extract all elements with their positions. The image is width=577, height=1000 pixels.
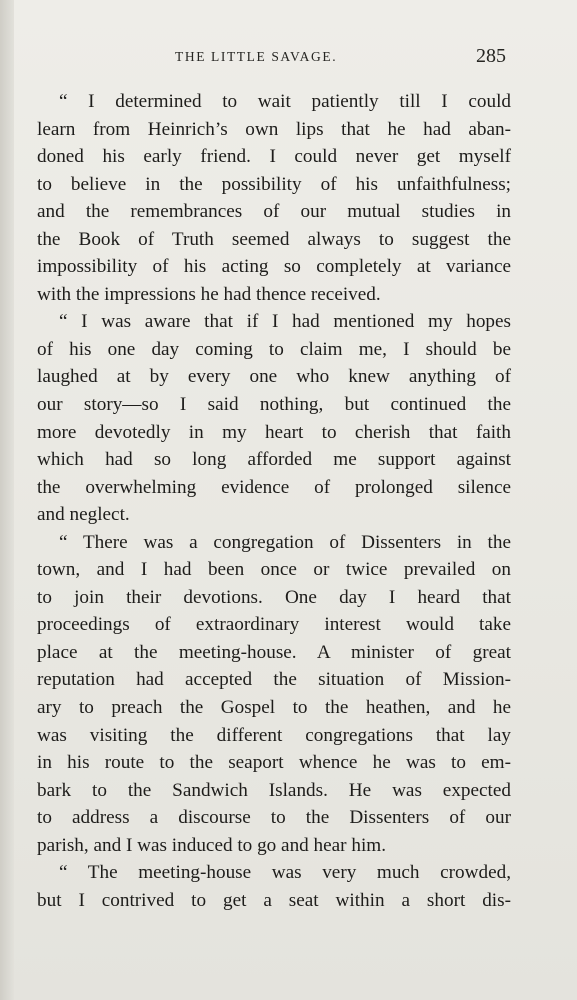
- text-line: of his one day coming to claim me, I should be: [37, 338, 511, 360]
- text-line: to join their devotions. One day I heard that: [37, 586, 511, 608]
- text-line: our story—so I said nothing, but continued the: [37, 394, 511, 416]
- text-line: which had so long afforded me support against: [37, 449, 511, 471]
- text-line: reputation had accepted the situation of Mission-: [37, 669, 511, 691]
- text-line: parish, and I was induced to go and hear him.: [37, 834, 387, 856]
- text-line: ary to preach the Gospel to the heathen, and he: [37, 697, 511, 719]
- text-line: to believe in the possibility of his unfaithfulness;: [37, 173, 511, 195]
- text-line: “ There was a congregation of Dissenters in the: [59, 531, 511, 553]
- text-line: in his route to the seaport whence he was to em-: [37, 752, 511, 774]
- page-number: 285: [476, 45, 506, 67]
- body-text: [37, 88, 511, 914]
- page-gutter-shadow: [0, 0, 14, 1000]
- text-line: laughed at by every one who knew anything of: [37, 366, 511, 388]
- text-line: doned his early friend. I could never get myself: [37, 146, 511, 168]
- text-line: “ The meeting-house was very much crowded,: [59, 862, 511, 884]
- text-line: bark to the Sandwich Islands. He was expected: [37, 779, 511, 801]
- text-line: impossibility of his acting so completely at variance: [37, 256, 511, 278]
- text-line: “ I determined to wait patiently till I could: [59, 91, 511, 112]
- text-line: and the remembrances of our mutual studies in: [37, 201, 511, 223]
- text-line: to address a discourse to the Dissenters of our: [37, 807, 511, 829]
- text-line: was visiting the different congregations that lay: [37, 724, 511, 746]
- text-line: the Book of Truth seemed always to suggest the: [37, 228, 511, 250]
- text-line: town, and I had been once or twice prevailed on: [37, 559, 511, 581]
- text-line: the overwhelming evidence of prolonged silence: [37, 476, 511, 498]
- text-line: proceedings of extraordinary interest would take: [37, 614, 511, 636]
- running-header: [0, 45, 577, 69]
- text-line: more devotedly in my heart to cherish that faith: [37, 421, 511, 443]
- text-line: place at the meeting-house. A minister of great: [37, 641, 511, 663]
- text-line: learn from Heinrich’s own lips that he had aban-: [37, 118, 511, 140]
- running-title: THE LITTLE SAVAGE.: [175, 49, 338, 64]
- text-line: “ I was aware that if I had mentioned my hopes: [59, 311, 511, 333]
- text-line: with the impressions he had thence received.: [37, 283, 381, 305]
- text-line: and neglect.: [37, 504, 130, 526]
- text-line: but I contrived to get a seat within a short dis-: [37, 889, 511, 911]
